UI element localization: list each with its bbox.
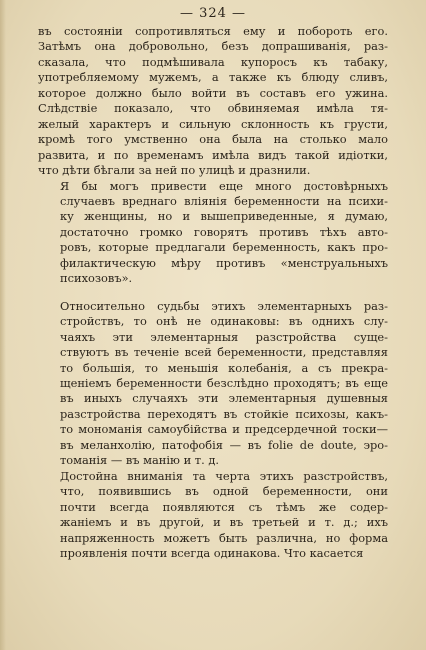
text-line: Слѣдствіе показало, что обвиняемая имѣла тя- [38, 101, 388, 116]
text-line: желый характеръ и сильную склонность къ грусти, [38, 116, 388, 131]
text-line: психозовъ». [60, 271, 133, 286]
text-line: кромѣ того умственно она была на столько мало [38, 132, 388, 147]
text-line: разстройства переходятъ въ стойкіе психозы, какъ- [60, 406, 388, 421]
text-line: развита, и по временамъ имѣла видъ такой идіотки, [38, 147, 388, 162]
text-line: проявленія почти всегда одинакова. Что касается [60, 545, 364, 560]
text-line: Затѣмъ она добровольно, безъ допрашиванія, раз- [38, 39, 388, 54]
text-line: случаевъ вреднаго вліянія беременности на психи- [60, 193, 388, 208]
text-line: томанія — въ манію и т. д. [60, 453, 219, 468]
text-line: Я бы могъ привести еще много достовѣрныхъ [60, 178, 388, 193]
text-line: почти всегда появляются съ тѣмъ же содер- [60, 499, 388, 514]
text-line: щеніемъ беременности безслѣдно проходятъ; въ еще [60, 375, 388, 390]
body-text [38, 24, 388, 561]
page-edge-shadow [0, 0, 6, 650]
text-line: въ иныхъ случаяхъ эти элементарныя душевныя [60, 391, 388, 406]
text-line: которое должно было войти въ составъ его ужина. [38, 85, 388, 100]
text-line: употребляемому мужемъ, а также къ блюду сливъ, [38, 70, 388, 85]
text-line: то большія, то меньшія колебанія, а съ прекра- [60, 360, 388, 375]
text-line: сказала, что подмѣшивала купоросъ къ табаку, [38, 54, 388, 69]
text-line: стройствъ, то онѣ не одинаковы: въ однихъ слу- [60, 314, 388, 329]
text-line: что, появившись въ одной беременности, они [60, 484, 388, 499]
text-line: ровъ, которые предлагали беременность, какъ про- [60, 240, 388, 255]
paragraph [38, 469, 388, 562]
text-line: Достойна вниманія та черта этихъ разстройствъ, [60, 468, 388, 483]
text-line: въ состояніи сопротивляться ему и побороть его. [38, 24, 388, 38]
text-line: Относительно судьбы этихъ элементарныхъ раз- [60, 298, 388, 313]
paragraph [38, 24, 388, 179]
text-line: ку женщины, но и вышеприведенные, я думаю, [60, 209, 388, 224]
text-line: достаточно громко говорятъ противъ тѣхъ авто- [60, 224, 388, 239]
text-line: что дѣти бѣгали за ней по улицѣ и дразнили. [38, 163, 311, 178]
paragraph [38, 299, 388, 469]
text-line: чаяхъ эти элементарныя разстройства суще- [60, 329, 388, 344]
paragraph [38, 179, 388, 287]
text-line: то мономанія самоубійства и предсердечной тоски— [60, 422, 388, 437]
page-number: — 324 — [179, 6, 247, 21]
text-line: жаніемъ и въ другой, и въ третьей и т. д.; ихъ [60, 515, 388, 530]
text-line: ствуютъ въ теченіе всей беременности, представляя [60, 345, 388, 360]
text-line: филактическую мѣру противъ «менструальныхъ [60, 255, 388, 270]
text-line: въ меланхолію, патофобія — въ folie de doute, эро- [60, 437, 388, 452]
text-line: напряженность можетъ быть различна, но форма [60, 530, 388, 545]
